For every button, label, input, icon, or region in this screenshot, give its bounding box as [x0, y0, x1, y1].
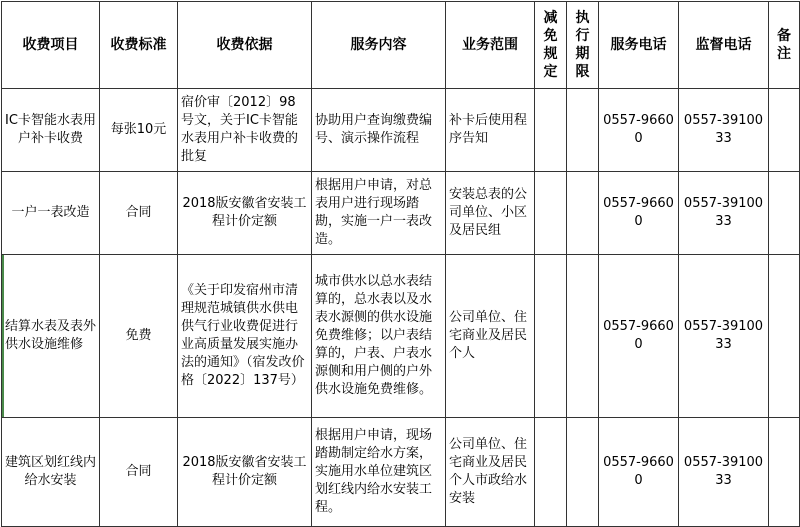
cell-basis: 宿价审〔2012〕98号文，关于IC卡智能水表用户补卡收费的批复: [178, 89, 312, 172]
cell-period: [567, 172, 599, 255]
table-row: [2, 172, 800, 255]
fee-table: [1, 1, 800, 527]
header-remarks: 备注: [769, 2, 800, 89]
cell-period: [567, 255, 599, 418]
cell-content: 根据用户申请，现场踏勘制定给水方案，实施用水单位建筑区划红线内给水安装工程。: [312, 418, 446, 527]
cell-item: 一户一表改造: [2, 172, 100, 255]
cell-item: 结算水表及表外供水设施维修: [2, 255, 100, 418]
header-content: 服务内容: [312, 2, 446, 89]
cell-supervision-phone: 0557-3910033: [679, 418, 769, 527]
cell-standard: 合同: [100, 172, 178, 255]
cell-content: 协助用户查询缴费编号、演示操作流程: [312, 89, 446, 172]
cell-basis: 2018版安徽省安装工程计价定额: [178, 418, 312, 527]
cell-scope: 补卡后使用程序告知: [446, 89, 535, 172]
cell-supervision-phone: 0557-3910033: [679, 89, 769, 172]
header-item: 收费项目: [2, 2, 100, 89]
cell-period: [567, 418, 599, 527]
header-row: [2, 2, 800, 89]
cell-basis: 2018版安徽省安装工程计价定额: [178, 172, 312, 255]
cell-standard: 免费: [100, 255, 178, 418]
cell-reduction: [535, 255, 567, 418]
cell-period: [567, 89, 599, 172]
cell-remarks: [769, 172, 800, 255]
header-scope: 业务范围: [446, 2, 535, 89]
table-row: [2, 418, 800, 527]
cell-item: 建筑区划红线内给水安装: [2, 418, 100, 527]
cell-reduction: [535, 89, 567, 172]
header-supervision-phone: 监督电话: [679, 2, 769, 89]
cell-supervision-phone: 0557-3910033: [679, 255, 769, 418]
table-row: [2, 89, 800, 172]
cell-service-phone: 0557-96600: [599, 418, 679, 527]
cell-basis: 《关于印发宿州市清理规范城镇供水供电供气行业收费促进行业高质量发展实施办法的通知》（宿发改价格〔2022〕137号）: [178, 255, 312, 418]
header-period: 执行期限: [567, 2, 599, 89]
cell-remarks: [769, 418, 800, 527]
cell-remarks: [769, 255, 800, 418]
header-reduction: 减免规定: [535, 2, 567, 89]
cell-content: 城市供水以总水表结算的，总水表以及水表水源侧的供水设施免费维修；以户表结算的，户表、户表水源侧和用户侧的户外供水设施免费维修。: [312, 255, 446, 418]
cell-scope: 公司单位、住宅商业及居民个人市政给水安装: [446, 418, 535, 527]
cell-service-phone: 0557-96600: [599, 172, 679, 255]
cell-service-phone: 0557-96600: [599, 89, 679, 172]
cell-supervision-phone: 0557-3910033: [679, 172, 769, 255]
cell-reduction: [535, 172, 567, 255]
header-basis: 收费依据: [178, 2, 312, 89]
cell-standard: 合同: [100, 418, 178, 527]
cell-content: 根据用户申请，对总表用户进行现场踏勘，实施一户一表改造。: [312, 172, 446, 255]
header-service-phone: 服务电话: [599, 2, 679, 89]
cell-item: IC卡智能水表用户补卡收费: [2, 89, 100, 172]
cell-scope: 安装总表的公司单位、小区及居民组: [446, 172, 535, 255]
cell-standard: 每张10元: [100, 89, 178, 172]
cell-service-phone: 0557-96600: [599, 255, 679, 418]
table-row: [2, 255, 800, 418]
cell-reduction: [535, 418, 567, 527]
header-standard: 收费标准: [100, 2, 178, 89]
cell-scope: 公司单位、住宅商业及居民个人: [446, 255, 535, 418]
cell-remarks: [769, 89, 800, 172]
